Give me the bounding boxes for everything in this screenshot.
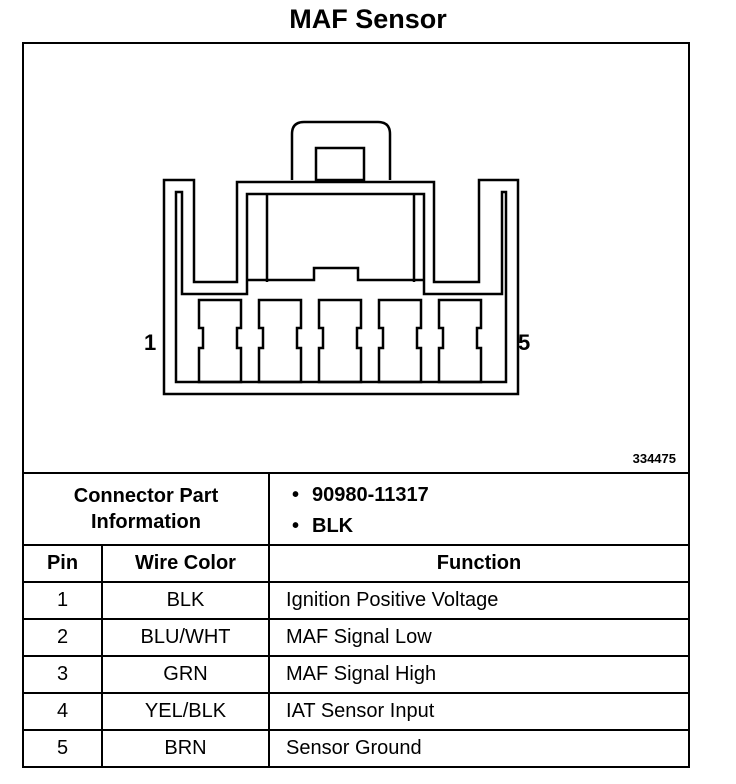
table-row — [24, 582, 688, 619]
header-pin: Pin — [24, 545, 102, 582]
wire-color-cell: BLK — [102, 582, 269, 619]
connector-info-values — [269, 474, 688, 545]
pin-cell: 3 — [24, 656, 102, 693]
wire-color-cell: YEL/BLK — [102, 693, 269, 730]
figure-number: 334475 — [632, 451, 676, 466]
function-cell: Sensor Ground — [269, 730, 688, 766]
connector-body-outline — [164, 180, 518, 394]
table-row — [24, 730, 688, 766]
connector-part-number: • 90980-11317 — [312, 480, 688, 511]
key-notch — [247, 268, 424, 280]
pin-cell: 4 — [24, 693, 102, 730]
connector-shroud — [176, 192, 506, 382]
function-cell: Ignition Positive Voltage — [269, 582, 688, 619]
page-title: MAF Sensor — [289, 4, 447, 34]
connector-drawing — [24, 44, 688, 472]
table-row — [24, 656, 688, 693]
pin-cavity-1 — [199, 300, 241, 382]
wire-color-cell: BRN — [102, 730, 269, 766]
function-cell: MAF Signal High — [269, 656, 688, 693]
function-cell: MAF Signal Low — [269, 619, 688, 656]
pin-cavity-2 — [259, 300, 301, 382]
pin-cell: 2 — [24, 619, 102, 656]
pin-cell: 5 — [24, 730, 102, 766]
table-header-row — [24, 545, 688, 582]
pin-1-label: 1 — [144, 330, 157, 355]
table-row — [24, 619, 688, 656]
pin-cavities — [199, 300, 481, 382]
connector-info-row — [24, 474, 688, 545]
wire-color-cell: GRN — [102, 656, 269, 693]
connector-latch — [292, 122, 390, 180]
function-cell: IAT Sensor Input — [269, 693, 688, 730]
connector-color: • BLK — [312, 511, 688, 542]
latch-window — [316, 148, 364, 180]
header-wire-color: Wire Color — [102, 545, 269, 582]
pin-5-label: 5 — [518, 330, 531, 355]
pin-cavity-3 — [319, 300, 361, 382]
pinout-table — [24, 474, 688, 766]
header-function: Function — [269, 545, 688, 582]
pin-cavity-4 — [379, 300, 421, 382]
connector-diagram — [24, 44, 688, 474]
connector-frame — [22, 42, 690, 768]
wire-color-cell: BLU/WHT — [102, 619, 269, 656]
connector-info-label: Connector Part Information — [24, 474, 269, 545]
pin-cell: 1 — [24, 582, 102, 619]
table-row — [24, 693, 688, 730]
pin-cavity-5 — [439, 300, 481, 382]
